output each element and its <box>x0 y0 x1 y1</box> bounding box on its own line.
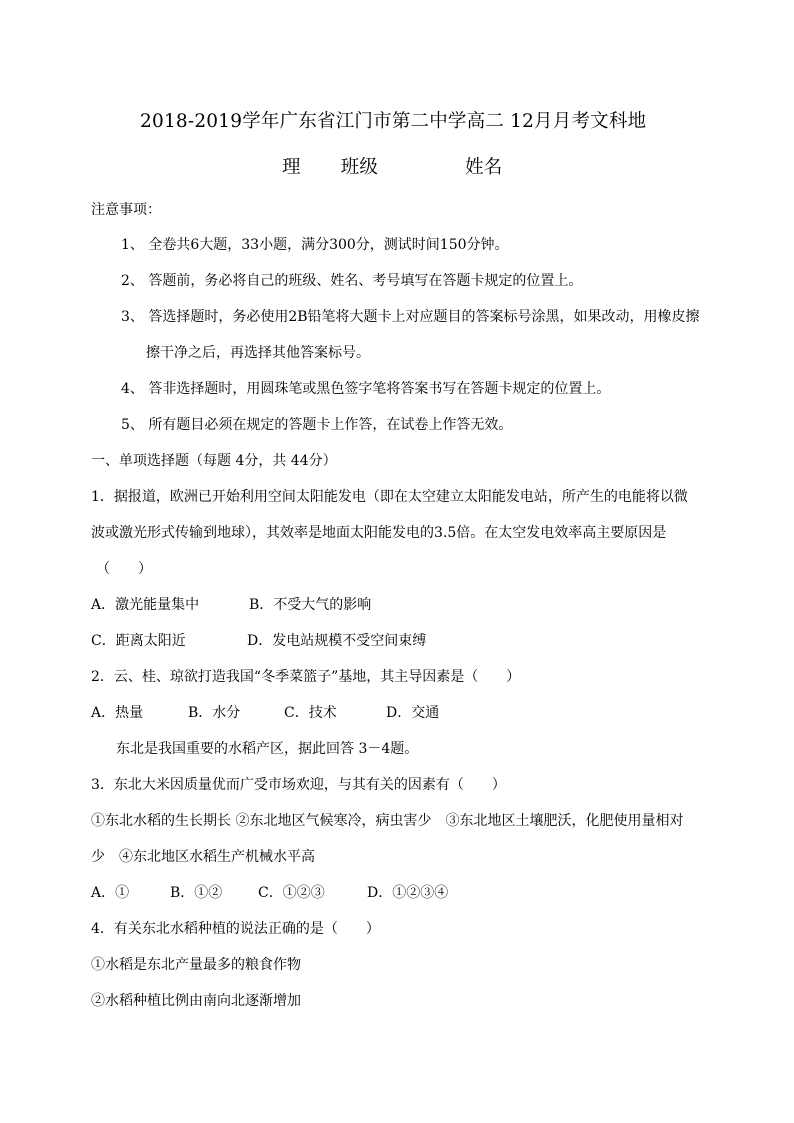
title-subject: 理 <box>282 157 301 178</box>
notice-heading: 注意事项： <box>91 202 161 218</box>
q1-option-c: C．距离太阳近 <box>91 633 186 649</box>
q4-stem: 4．有关东北水稻种植的说法正确的是（ ） <box>91 921 380 937</box>
section-heading: 一、单项选择题（每题 4分，共 44分） <box>91 453 337 469</box>
intro-q3-q4: 东北是我国重要的水稻产区，据此回答 3－4题。 <box>116 741 419 757</box>
q2-option-c: C．技术 <box>284 705 337 721</box>
q3-statements-line1: ①东北水稻的生长期长 ②东北地区气候寒冷，病虫害少 ③东北地区土壤肥沃，化肥使用量相对 <box>91 813 684 829</box>
q3-option-b: B．①② <box>170 885 223 901</box>
class-label: 班级 <box>340 157 379 178</box>
q2-option-b: B．水分 <box>188 705 241 721</box>
q3-statements-line2: 少 ④东北地区水稻生产机械水平高 <box>91 849 315 865</box>
q1-line1: 1．据报道，欧洲已开始利用空间太阳能发电（即在太空建立太阳能发电站，所产生的电能将以微 <box>91 489 688 505</box>
q3-option-a: A．① <box>91 885 130 901</box>
name-label: 姓名 <box>465 157 503 178</box>
q1-option-a: A．激光能量集中 <box>91 597 200 613</box>
q4-statement-2: ②水稻种植比例由南向北逐渐增加 <box>91 993 301 1009</box>
q1-option-b: B．不受大气的影响 <box>249 597 372 613</box>
q3-option-c: C．①②③ <box>258 885 325 901</box>
q1-option-d: D．发电站规模不受空间束缚 <box>247 633 427 649</box>
notice-item-5: 5、 所有题目必须在规定的答题卡上作答，在试卷上作答无效。 <box>121 417 513 433</box>
exam-title-line1: 2018-2019学年广东省江门市第二中学高二 12月月考文科地 <box>140 111 647 132</box>
q1-line3: （ ） <box>96 561 152 577</box>
notice-item-3-cont: 擦干净之后，再选择其他答案标号。 <box>146 345 370 361</box>
notice-item-3: 3、 答选择题时，务必使用2B铅笔将大题卡上对应题目的答案标号涂黑，如果改动，用橡皮擦 <box>121 309 700 325</box>
q4-statement-1: ①水稻是东北产量最多的粮食作物 <box>91 957 301 973</box>
notice-item-4: 4、 答非选择题时，用圆珠笔或黑色签字笔将答案书写在答题卡规定的位置上。 <box>121 381 611 397</box>
q2-option-a: A．热量 <box>91 705 144 721</box>
q3-option-d: D．①②③④ <box>367 885 449 901</box>
exam-title-line2 <box>282 155 503 181</box>
notice-item-1: 1、 全卷共6大题，33小题，满分300分，测试时间150分钟。 <box>121 237 509 253</box>
q1-line2: 波或激光形式传输到地球），其效率是地面太阳能发电的3.5倍。在太空发电效率高主要原因是 <box>91 525 667 541</box>
q2-stem: 2．云、桂、琼欲打造我国“冬季菜篮子”基地，其主导因素是（ ） <box>91 669 521 685</box>
notice-item-2: 2、 答题前，务必将自己的班级、姓名、考号填写在答题卡规定的位置上。 <box>121 273 583 289</box>
q2-option-d: D．交通 <box>386 705 440 721</box>
q3-stem: 3．东北大米因质量优而广受市场欢迎，与其有关的因素有（ ） <box>91 777 506 793</box>
